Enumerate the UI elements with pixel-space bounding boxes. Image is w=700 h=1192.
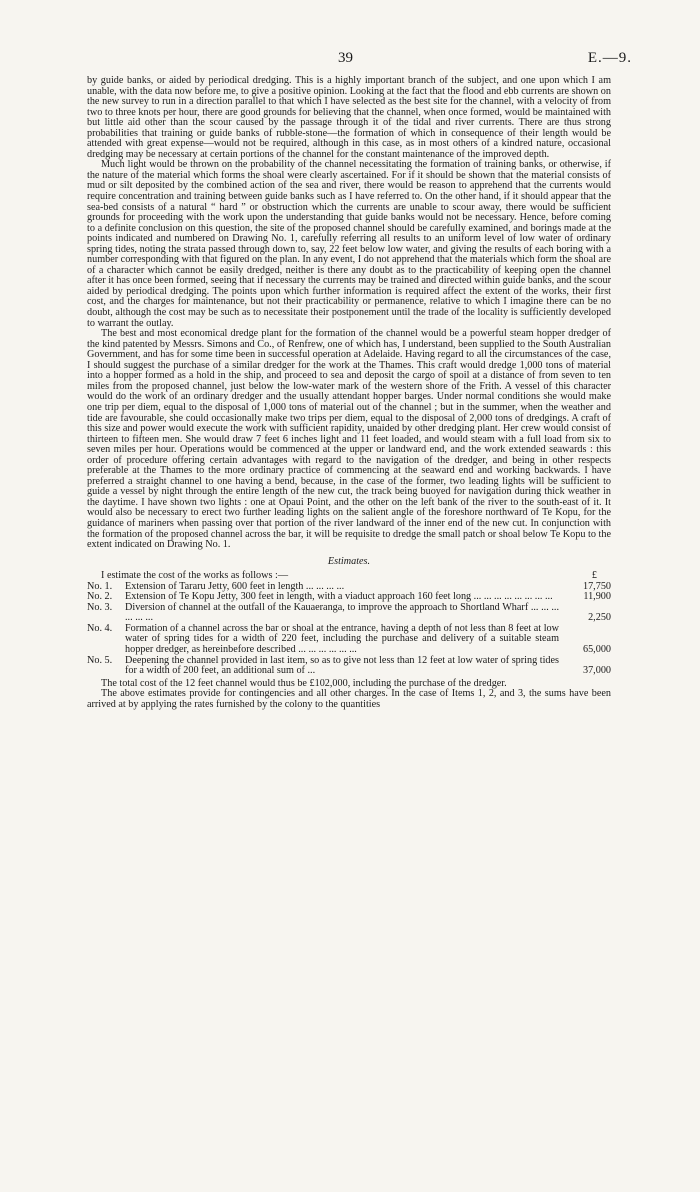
paragraph-dredge-plant: The best and most economical dredge plant for the formation of the channel would be a powerful steam hopper dredger of the kind patented by Messrs. Simons and Co., of Renfrew, one of which has, I understand, been supplied to the South Australian Government, and has for some time been in successful operation at Adelaide. Having regard to all the circumstances of the case, I should suggest the purchase of a similar dredger for the work at the Thames. This craft would dredge 1,000 tons of material into a hopper formed as a hold in the ship, and proceed to sea and deposit the cargo of spoil at a distance of from seven to ten miles from the proposed channel, just below the low-water mark of the western shore of the Frith. A vessel of this character would do the work of an ordinary dredger and the usually attendant hopper barges. Under normal conditions she would make one trip per diem, equal to the disposal of 1,000 tons of material out of the channel ; but in the summer, when the weather and tide are favourable, she could occasionally make two trips per diem, equal to the disposal of 2,000 tons of dredgings. A craft of this size and power would execute the work with sufficient rapidity, unaided by other dredging plant. Her crew would consist of thirteen to fifteen men. She would draw 7 feet 6 inches light and 11 feet loaded, and would steam with a full load from six to seven miles per hour. Operations would be commenced at the upper or landward end, and the work extended seawards : this order of procedure offering certain advantages with regard to the navigation of the dredger, and being in other respects preferable at the Thames to the more ordinary practice of commencing at the seaward end and working backwards. I have preferred a straight channel to one having a bend, because, in the case of the former, two leading lights will be sufficient to guide a vessel by night through the entire length of the new cut, the track being buoyed for navigation during thick weather in the daytime. I have shown two lights : one at Opaui Point, and the other on the left bank of the river to the south-east of it. It would also be necessary to erect two further leading lights on the salient angle of the foreshore northward of Te Kopu, for the guidance of mariners when passing over that portion of the river landward of the inner end of the new cut. In conjunction with the formation of the proposed channel across the bar, it will be requisite to dredge the small patch or shoal below Te Kopu to the extent indicated on Drawing No. 1. (87, 328, 611, 551)
estimate-item-4 (87, 624, 611, 656)
estimate-item-3 (87, 603, 611, 624)
estimate-number: No. 1. (87, 580, 113, 592)
estimate-description: Deepening the channel provided in last item, so as to give not less than 12 feet at low water of spring tides for a width of 200 feet, an additional sum of ... (125, 654, 559, 677)
estimate-number: No. 5. (87, 654, 113, 666)
estimate-item-5 (87, 656, 611, 677)
estimate-amount: 65,000 (582, 643, 611, 655)
estimates-intro-text: I estimate the cost of the works as follows :— (101, 570, 289, 582)
paragraph-training-banks: Much light would be thrown on the probability of the channel necessitating the formation of training banks, or otherwise, if the nature of the material which forms the shoal were clearly ascertained. For if it should be shown that the material consists of mud or silt deposited by the combined action of the sea and river, there would be reason to apprehend that the currents would require concentration and training between guide banks such as I have referred to. On the other hand, if it should appear that the sea-bed consists of a natural “ hard ” or obstruction which the currents are unable to scour away, there would be sufficient grounds for proceeding with the work upon the understanding that guide banks would not be necessary. Hence, before coming to a definite conclusion on this question, the site of the proposed channel should be carefully examined, and borings made at the points indicated and numbered on Drawing No. 1, carefully referring all results to an uniform level of low water of ordinary spring tides, noting the strata passed through down to, say, 22 feet below low water, and giving the results of each boring with a number corresponding with that figured on the plan. In any event, I do not apprehend that the materials which form the shoal are of a character which cannot be easily dredged, neither is there any doubt as to the practicability of keeping open the channel after it has once been formed, seeing that if necessary the currents may be trained and directed within guide banks, and the scour aided by periodical dredging. The points upon which further information is required affect the extent of the works, their first cost, and the charges for maintenance, but not their practicability or permanence, relative to which I imagine there can be no doubt, although the cost may be such as to necessitate their postponement until the trade of the locality is sufficiently developed to warrant the outlay. (87, 159, 611, 329)
estimates-closing: The above estimates provide for contingencies and all other charges. In the case of Items 1, 2, and 3, the sums have been arrived at by applying the rates furnished by the colony to the quantities (87, 688, 611, 710)
estimates-heading: Estimates. (327, 555, 371, 567)
estimate-amount: 37,000 (582, 665, 611, 677)
estimate-description: Extension of Te Kopu Jetty, 300 feet in length, with a viaduct approach 160 feet long ... ... ... ... ... ... ... ... (125, 591, 553, 603)
estimate-number: No. 3. (87, 601, 113, 613)
page-header (0, 50, 700, 72)
currency-symbol: £ (591, 570, 597, 582)
estimate-description: Formation of a channel across the bar or shoal at the entrance, having a depth of not less than 8 feet at low water of spring tides for a width of 220 feet, including the purchase and delivery of a suitable steam hopper dredger, as hereinbefore described ... ... ... ... ... ... (125, 622, 559, 655)
estimate-amount: 11,900 (583, 591, 611, 603)
document-reference: E.—9. (587, 50, 632, 66)
estimate-amount: 2,250 (588, 612, 611, 624)
page-number: 39 (338, 50, 353, 66)
report-body (87, 76, 611, 710)
estimate-description: Diversion of channel at the outfall of the Kauaeranga, to improve the approach to Shortland Wharf ... ... ... ... ... ... (125, 601, 559, 624)
estimate-description: Extension of Tararu Jetty, 600 feet in length ... ... ... ... (125, 580, 345, 592)
estimates-total: The total cost of the 12 feet channel would thus be £102,000, including the purchase of the dredger. (101, 677, 507, 689)
estimate-amount: 17,750 (582, 580, 611, 592)
estimate-number: No. 4. (87, 622, 113, 634)
estimate-number: No. 2. (87, 591, 113, 603)
paragraph-guide-banks: by guide banks, or aided by periodical dredging. This is a highly important branch of the subject, and one upon which I am unable, with the data now before me, to give a positive opinion. Looking at the fact that the flood and ebb currents are shown on the new survey to run in a direction parallel to that which I have selected as the best site for the channel, with a velocity of from two to three knots per hour, there are good grounds for believing that the channel, when once formed, would be maintained with but little aid other than the scour caused by the passage through it of the tidal and river currents. There are thus strong probabilities that training or guide banks of rubble-stone—the formation of which in consequence of their length would be attended with great expense—would not be required, although in this case, as in most others of a kindred nature, occasional dredging may be necessary at certain portions of the channel for the constant maintenance of the improved depth. (87, 75, 611, 160)
